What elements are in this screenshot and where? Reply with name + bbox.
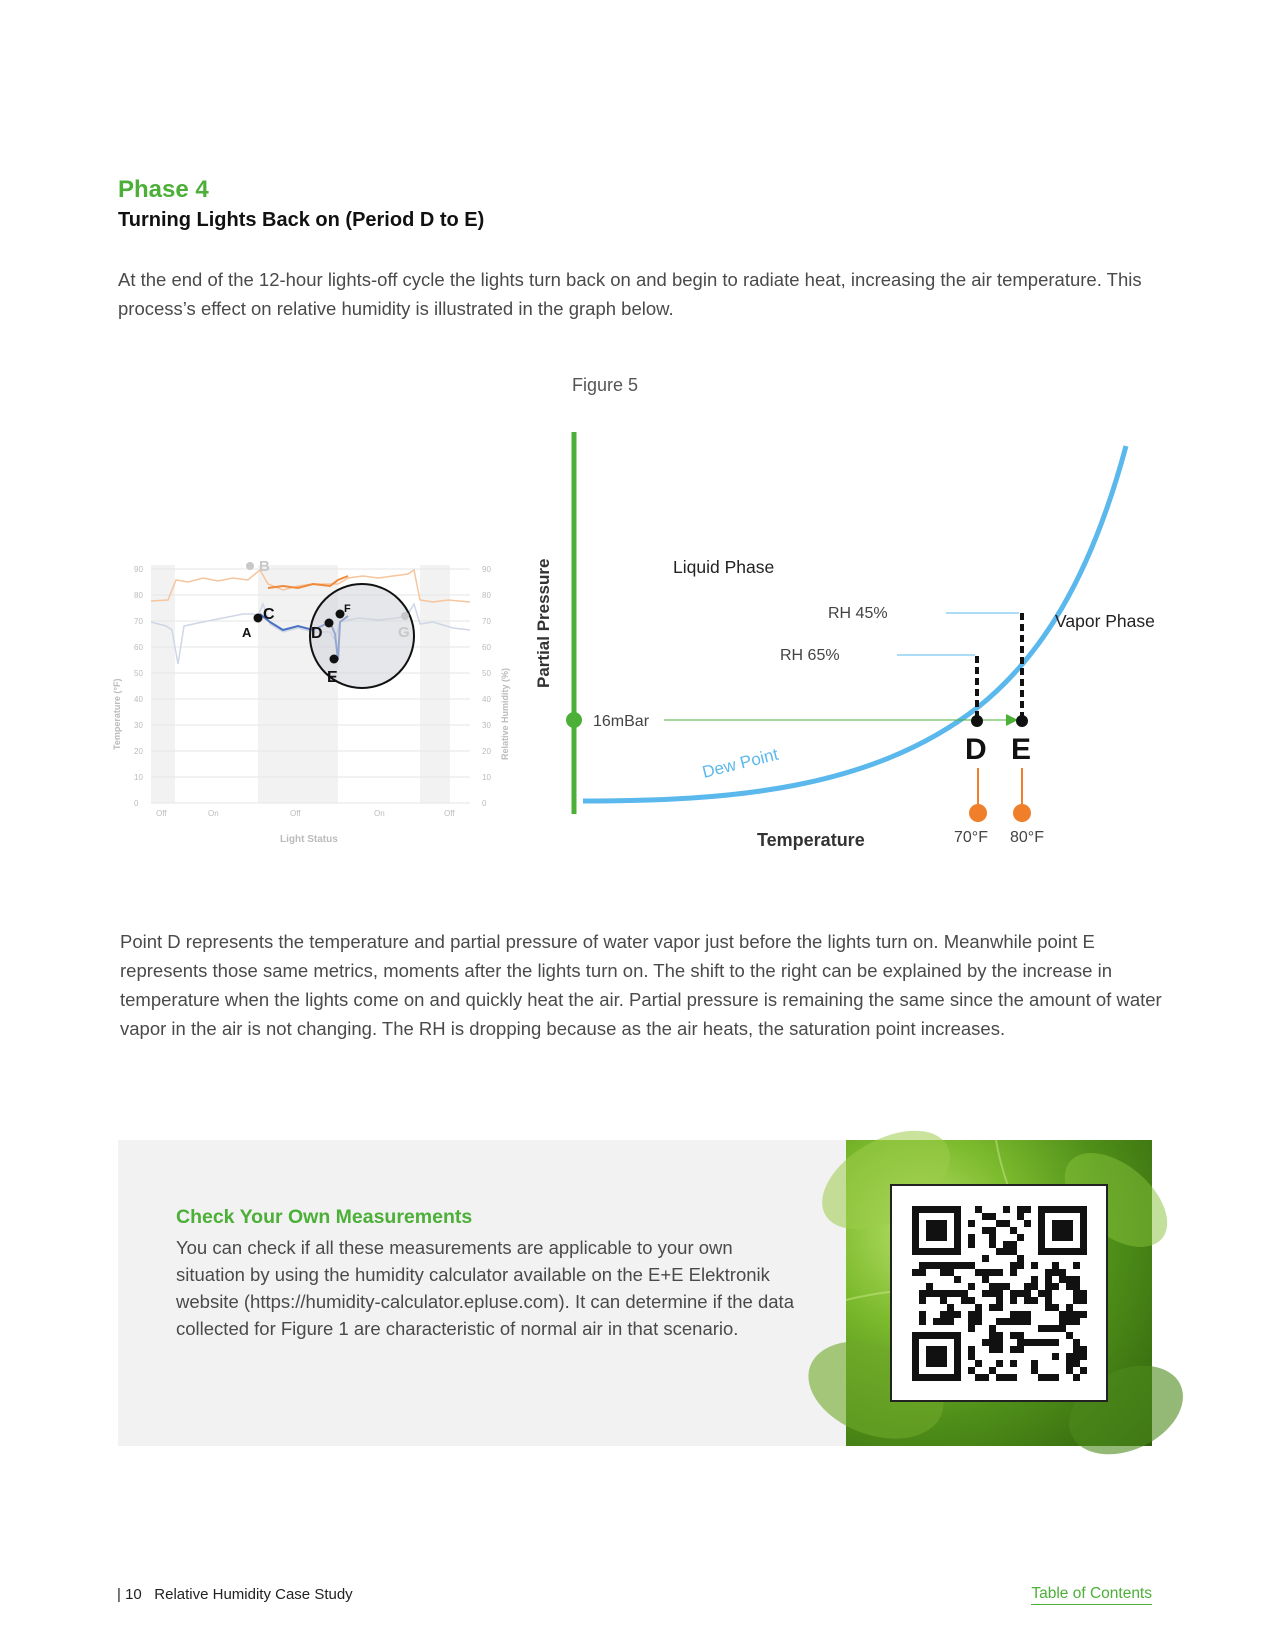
pressure-label: 16mBar — [593, 713, 650, 730]
tick-left-70: 70 — [134, 617, 143, 626]
point-g-label: G — [398, 624, 410, 641]
point-d-letter: D — [965, 733, 987, 766]
small-chart — [108, 560, 508, 850]
callout-body: You can check if all these measurements are applicable to your own situation by using the humidity calculator available on the E+E Elektronik website (https://humidity-calculator.epluse.com). It can determine if the data collected for Figure 1 are characteristic of normal air in that scenario. — [176, 1237, 794, 1339]
tick-right-40: 40 — [482, 695, 491, 704]
point-d-marker — [325, 619, 334, 628]
temp-80-marker — [1013, 804, 1031, 822]
section-subtitle: Turning Lights Back on (Period D to E) — [118, 209, 485, 231]
phase-heading: Phase 4 — [118, 176, 209, 203]
point-c-marker — [254, 614, 263, 623]
table-of-contents-link[interactable]: Table of Contents — [1031, 1585, 1152, 1605]
pressure-marker — [566, 712, 582, 728]
tick-right-10: 10 — [482, 773, 491, 782]
point-e-letter: E — [1011, 733, 1032, 766]
small-chart-right-ticks — [482, 565, 491, 808]
small-chart-x-ticks — [156, 809, 455, 818]
tick-right-20: 20 — [482, 747, 491, 756]
x-tick-2: On — [208, 809, 219, 818]
x-axis-label: Temperature — [757, 830, 865, 850]
tick-right-90: 90 — [482, 565, 491, 574]
tick-right-30: 30 — [482, 721, 491, 730]
point-c-label: C — [263, 606, 275, 623]
point-e-dot — [1016, 715, 1028, 727]
point-e-marker — [330, 655, 339, 664]
point-d-dot — [971, 715, 983, 727]
rh65-label: RH 65% — [780, 647, 840, 664]
temp-70-marker — [969, 804, 987, 822]
tick-left-80: 80 — [134, 591, 143, 600]
point-f-label: F — [344, 603, 351, 615]
temp-80-label: 80°F — [1010, 829, 1044, 846]
footer-page-info — [117, 1586, 353, 1603]
qr-code-card[interactable] — [890, 1184, 1108, 1402]
x-tick-5: Off — [444, 809, 455, 818]
small-chart-ylabel-right: Relative Humidity (%) — [500, 667, 510, 760]
dew-point-curve — [583, 446, 1126, 801]
x-tick-1: Off — [156, 809, 167, 818]
tick-left-20: 20 — [134, 747, 143, 756]
tick-left-90: 90 — [134, 565, 143, 574]
point-e-label: E — [327, 669, 338, 686]
tick-right-0: 0 — [482, 799, 487, 808]
explanation-paragraph: Point D represents the temperature and partial pressure of water vapor just before the lights turn on. Meanwhile point E represents those same metrics, moments after the lights turn on. The shift to the right can be explained by the increase in temperature when the lights come on and quickly heat the air. Partial pressure is remaining the same since the amount of water vapor in the air is not changing. The RH is dropping because as the air heats, the saturation point increases. — [120, 931, 1162, 1039]
phase-chart — [530, 420, 1175, 860]
document-title: Relative Humidity Case Study — [154, 1586, 353, 1603]
tick-right-50: 50 — [482, 669, 491, 678]
qr-code-icon[interactable] — [892, 1186, 1106, 1400]
y-axis-label: Partial Pressure — [534, 558, 553, 688]
callout-box — [118, 1140, 846, 1446]
point-a-label: A — [242, 625, 252, 640]
tick-right-70: 70 — [482, 617, 491, 626]
callout-title: Check Your Own Measurements — [176, 1206, 473, 1228]
tick-right-80: 80 — [482, 591, 491, 600]
x-tick-4: On — [374, 809, 385, 818]
leaf-photo — [846, 1140, 1152, 1446]
page-number: | 10 — [117, 1586, 142, 1603]
vapor-phase-label: Vapor Phase — [1055, 611, 1155, 631]
point-b-marker — [246, 562, 254, 570]
small-chart-ylabel-left: Temperature (°F) — [112, 678, 122, 750]
tick-left-40: 40 — [134, 695, 143, 704]
tick-right-60: 60 — [482, 643, 491, 652]
x-tick-3: Off — [290, 809, 301, 818]
tick-left-10: 10 — [134, 773, 143, 782]
small-chart-xlabel: Light Status — [280, 834, 338, 845]
figure-label: Figure 5 — [572, 375, 639, 395]
tick-left-0: 0 — [134, 799, 139, 808]
tick-left-30: 30 — [134, 721, 143, 730]
intro-paragraph: At the end of the 12-hour lights-off cycle the lights turn back on and begin to radiate heat, increasing the air temperature. This process’s effect on relative humidity is illustrated in the graph below. — [118, 269, 1142, 319]
point-b-label: B — [259, 558, 270, 575]
tick-left-60: 60 — [134, 643, 143, 652]
point-g-marker — [401, 612, 409, 620]
small-chart-left-ticks — [134, 565, 143, 808]
temp-70-label: 70°F — [954, 829, 988, 846]
point-d-label: D — [311, 625, 323, 642]
dew-point-label: Dew Point — [700, 744, 781, 782]
liquid-phase-label: Liquid Phase — [673, 557, 775, 577]
tick-left-50: 50 — [134, 669, 143, 678]
rh45-label: RH 45% — [828, 605, 888, 622]
